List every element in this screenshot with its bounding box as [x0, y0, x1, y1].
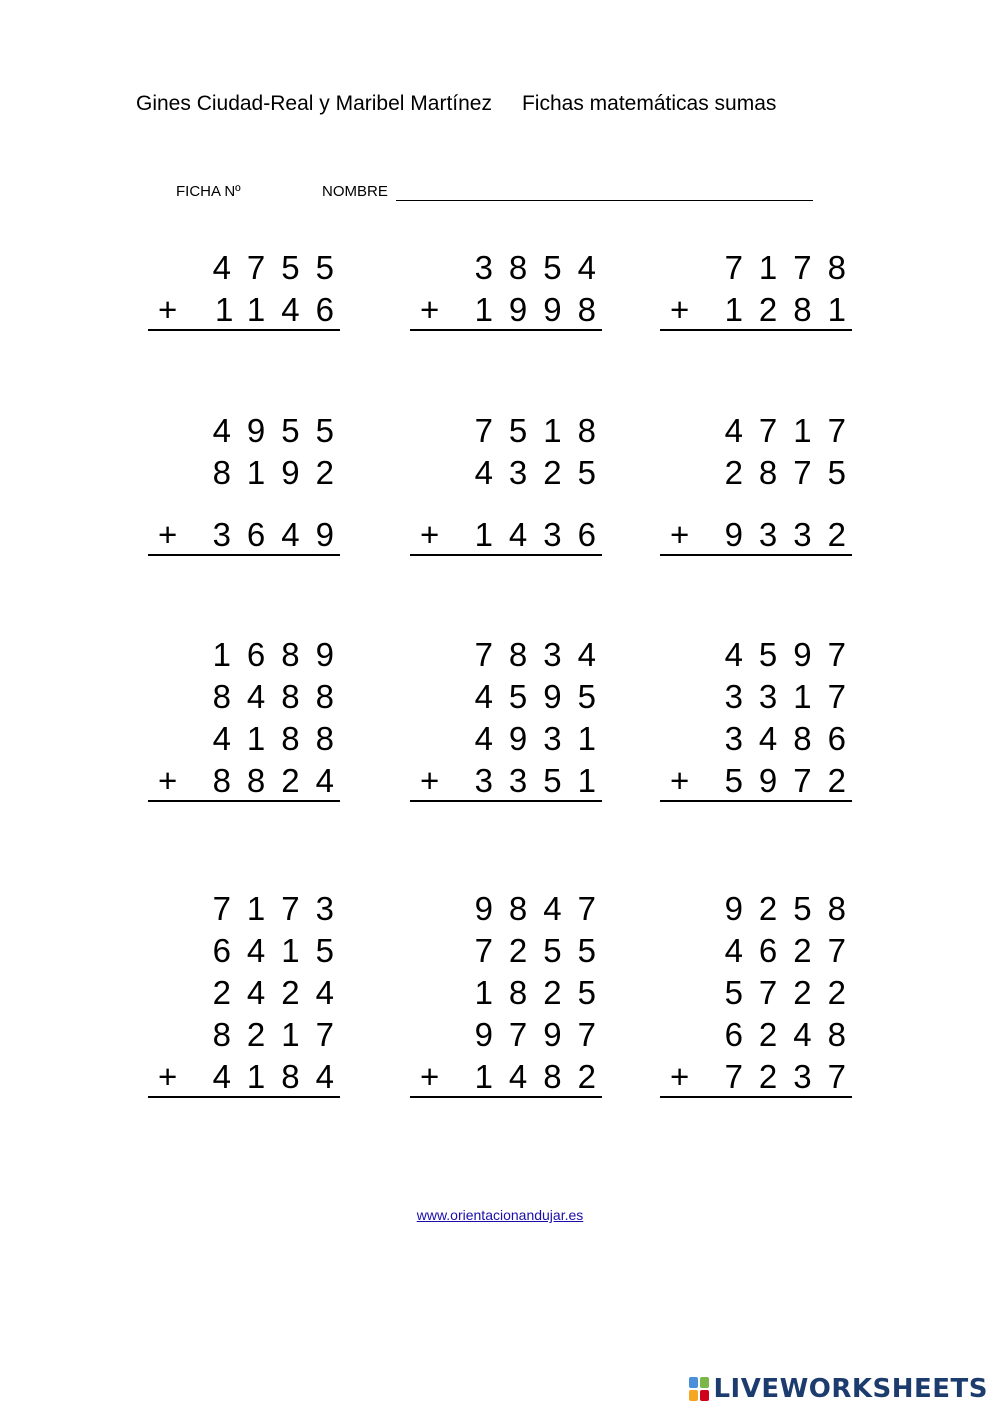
plus-sign: +: [420, 1058, 440, 1095]
last-addend-row: [410, 289, 612, 331]
addend-row: [410, 930, 612, 972]
logo-block: [689, 1377, 698, 1388]
addend-row: [148, 972, 350, 1014]
addend-number: 9797: [474, 1016, 612, 1053]
addition-problem: [148, 410, 350, 556]
addition-problem: [148, 888, 350, 1098]
last-addend-row: [410, 760, 612, 802]
addend-row: [660, 930, 862, 972]
addend-number: 9847: [474, 890, 612, 927]
last-addend-row: [148, 289, 350, 331]
addend-number: 4955: [212, 412, 350, 449]
addend-row: [660, 718, 862, 760]
addend-number: 3854: [474, 249, 612, 286]
addend-row: [148, 718, 350, 760]
addend-number: 4627: [724, 932, 862, 969]
addition-problem: [660, 888, 862, 1098]
addend-row: [660, 247, 862, 289]
plus-sign: +: [158, 291, 178, 328]
addend-number: 7518: [474, 412, 612, 449]
logo-block: [700, 1390, 709, 1401]
addend-row: [410, 972, 612, 1014]
brand-text: LIVEWORKSHEETS: [713, 1374, 988, 1404]
logo-block: [689, 1390, 698, 1401]
addend-row: [148, 930, 350, 972]
plus-sign: +: [420, 291, 440, 328]
liveworksheets-logo-icon: [689, 1377, 709, 1401]
plus-sign: +: [420, 516, 440, 553]
addend-number: 3351: [474, 762, 612, 799]
addend-number: 4188: [212, 720, 350, 757]
addend-number: 7178: [724, 249, 862, 286]
addend-row: [660, 452, 862, 494]
addend-number: 3486: [724, 720, 862, 757]
ficha-label: FICHA Nº: [176, 183, 241, 200]
worksheet-header: [136, 92, 776, 116]
logo-block: [700, 1377, 709, 1388]
addend-row: [148, 676, 350, 718]
addend-number: 1436: [474, 516, 612, 553]
addition-problem: [410, 634, 612, 802]
addend-number: 8824: [212, 762, 350, 799]
addition-problem: [410, 888, 612, 1098]
plus-sign: +: [158, 762, 178, 799]
addend-number: 1998: [474, 291, 612, 328]
addend-number: 4595: [474, 678, 612, 715]
last-addend-row: [410, 514, 612, 556]
plus-sign: +: [158, 516, 178, 553]
addend-number: 4184: [212, 1058, 350, 1095]
liveworksheets-brand: [689, 1374, 988, 1404]
addend-row: [660, 410, 862, 452]
addend-row: [410, 676, 612, 718]
addend-number: 7237: [724, 1058, 862, 1095]
addend-number: 9258: [724, 890, 862, 927]
last-addend-row: [660, 289, 862, 331]
addend-number: 8488: [212, 678, 350, 715]
addend-row: [660, 1014, 862, 1056]
addend-number: 2424: [212, 974, 350, 1011]
addend-number: 6415: [212, 932, 350, 969]
addend-number: 7834: [474, 636, 612, 673]
plus-sign: +: [420, 762, 440, 799]
addend-row: [148, 247, 350, 289]
addend-row: [410, 718, 612, 760]
addend-row: [410, 247, 612, 289]
addend-number: 2875: [724, 454, 862, 491]
addend-number: 6248: [724, 1016, 862, 1053]
last-addend-row: [410, 1056, 612, 1098]
addend-number: 5972: [724, 762, 862, 799]
addend-row: [660, 972, 862, 1014]
addend-row: [660, 634, 862, 676]
addend-row: [410, 888, 612, 930]
student-info-row: [176, 183, 388, 200]
authors-text: Gines Ciudad-Real y Maribel Martínez: [136, 92, 492, 115]
addend-number: 1825: [474, 974, 612, 1011]
addend-number: 7255: [474, 932, 612, 969]
addend-row: [148, 410, 350, 452]
addition-problem: [148, 634, 350, 802]
addend-number: 1689: [212, 636, 350, 673]
addition-problem: [660, 634, 862, 802]
addend-number: 1482: [474, 1058, 612, 1095]
addition-problem: [660, 247, 862, 331]
plus-sign: +: [670, 762, 690, 799]
addend-row: [148, 888, 350, 930]
addend-row: [148, 452, 350, 494]
addition-problem: [410, 247, 612, 331]
addend-row: [410, 452, 612, 494]
addend-number: 1146: [215, 291, 350, 328]
addend-number: 4755: [212, 249, 350, 286]
addend-number: 9332: [724, 516, 862, 553]
addition-problem: [410, 410, 612, 556]
addend-row: [410, 410, 612, 452]
addend-number: 8217: [212, 1016, 350, 1053]
addend-row: [410, 634, 612, 676]
plus-sign: +: [670, 516, 690, 553]
addend-number: 4931: [474, 720, 612, 757]
plus-sign: +: [158, 1058, 178, 1095]
addend-row: [148, 1014, 350, 1056]
worksheet-title: Fichas matemáticas sumas: [521, 92, 777, 115]
addend-number: 3649: [212, 516, 350, 553]
last-addend-row: [660, 1056, 862, 1098]
addition-problem: [660, 410, 862, 556]
last-addend-row: [148, 1056, 350, 1098]
nombre-field[interactable]: [396, 200, 813, 201]
addend-row: [148, 634, 350, 676]
addend-number: 8192: [212, 454, 350, 491]
addend-number: 4717: [724, 412, 862, 449]
addend-number: 3317: [724, 678, 862, 715]
addend-row: [660, 676, 862, 718]
last-addend-row: [148, 514, 350, 556]
addend-number: 1281: [724, 291, 862, 328]
addend-row: [410, 1014, 612, 1056]
addend-number: 4325: [474, 454, 612, 491]
last-addend-row: [660, 760, 862, 802]
nombre-label: NOMBRE: [322, 183, 388, 200]
addition-problem: [148, 247, 350, 331]
addend-number: 7173: [212, 890, 350, 927]
last-addend-row: [148, 760, 350, 802]
addend-number: 5722: [724, 974, 862, 1011]
addend-row: [660, 888, 862, 930]
footer-link[interactable]: www.orientacionandujar.es: [416, 1207, 584, 1223]
plus-sign: +: [670, 291, 690, 328]
addend-number: 4597: [724, 636, 862, 673]
plus-sign: +: [670, 1058, 690, 1095]
last-addend-row: [660, 514, 862, 556]
